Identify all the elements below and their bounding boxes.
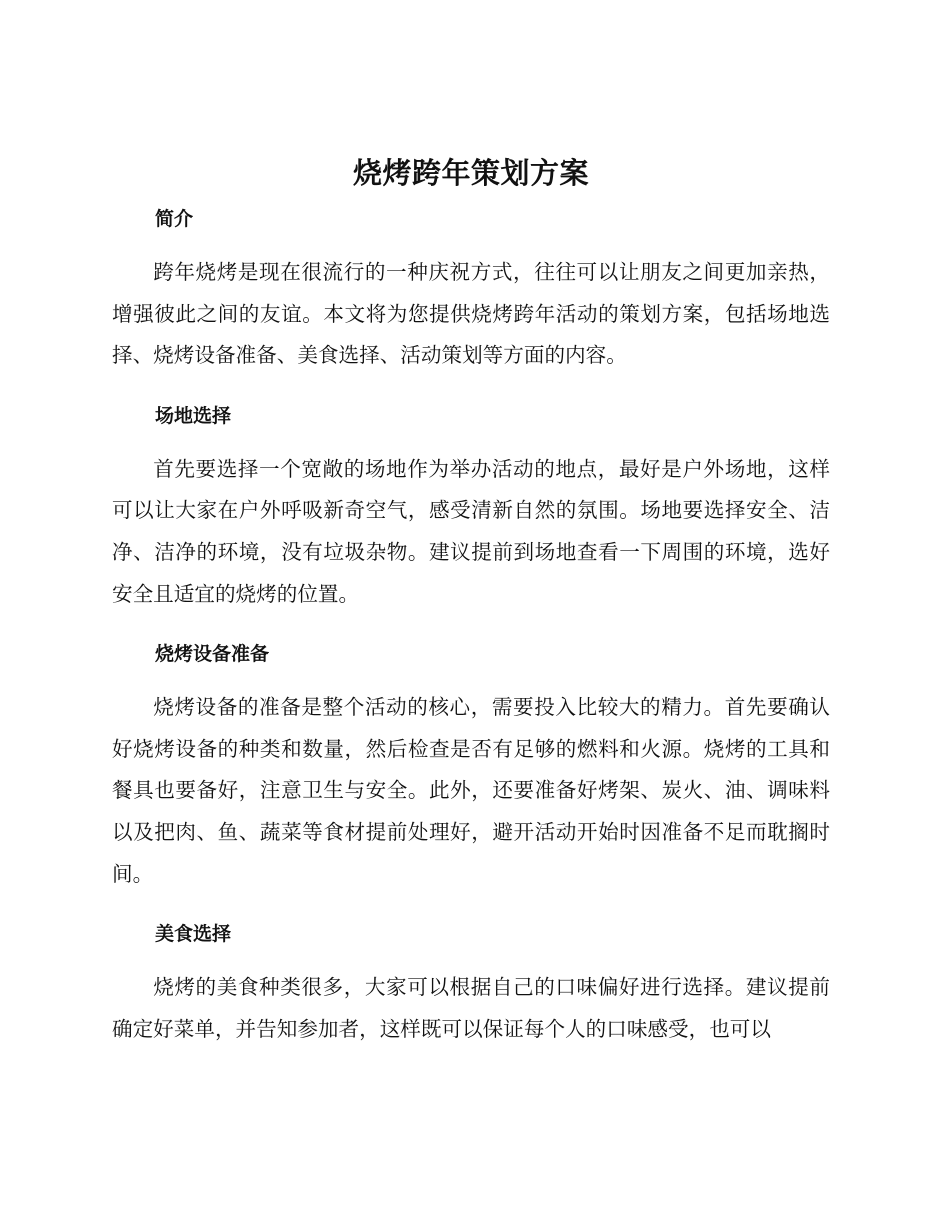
section-body-equipment: 烧烤设备的准备是整个活动的核心，需要投入比较大的精力。首先要确认好烧烤设备的种类和数量，然后检查是否有足够的燃料和火源。烧烤的工具和餐具也要备好，注意卫生与安全。此外，还要准备好烤架、炭火、油、调味料以及把肉、鱼、蔬菜等食材提前处理好，避开活动开始时因准备不足而耽搁时间。: [112, 695, 830, 886]
spacer: [112, 437, 830, 449]
spacer: [112, 615, 830, 633]
section-body-food: 烧烤的美食种类很多，大家可以根据自己的口味偏好进行选择。建议提前确定好菜单，并告知参加者，这样既可以保证每个人的口味感受，也可以: [112, 975, 830, 1041]
section-heading-venue: 场地选择: [155, 404, 232, 427]
spacer: [112, 377, 830, 395]
section-body-venue: 首先要选择一个宽敞的场地作为举办活动的地点，最好是户外场地，这样可以让大家在户外呼吸新奇空气，感受清新自然的氛围。场地要选择安全、洁净、洁净的环境，没有垃圾杂物。建议提前到场地查看一下周围的环境，选好安全且适宜的烧烤的位置。: [112, 456, 830, 606]
section-heading-equipment: 烧烤设备准备: [155, 643, 270, 666]
spacer: [112, 675, 830, 687]
section-heading-intro: 简介: [155, 208, 194, 230]
document-page: [112, 148, 830, 1050]
document-title: 烧烤跨年策划方案: [352, 156, 589, 190]
section-body-intro: 跨年烧烤是现在很流行的一种庆祝方式，往往可以让朋友之间更加亲热，增强彼此之间的友谊。本文将为您提供烧烤跨年活动的策划方案，包括场地选择、烧烤设备准备、美食选择、活动策划等方面的内容。: [112, 260, 830, 368]
spacer: [112, 955, 830, 967]
spacer: [112, 895, 830, 913]
section-heading-food: 美食选择: [155, 923, 232, 946]
spacer: [112, 240, 830, 252]
